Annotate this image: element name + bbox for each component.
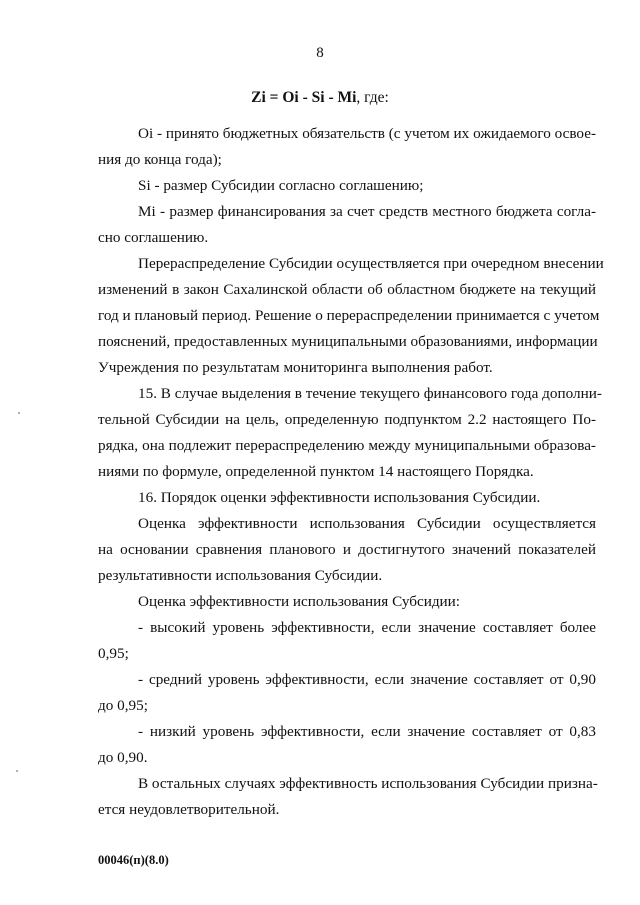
formula-suffix: , где: [356, 89, 389, 106]
text-line: сно соглашению. [98, 229, 209, 246]
text-line: пояснений, предоставленных муниципальными образованиями, информации [98, 333, 598, 350]
text-line: тельной Субсидии на цель, определенную подпунктом 2.2 настоящего По- [98, 411, 596, 428]
text-line: Oi - принято бюджетных обязательств (с учетом их ожидаемого освое- [138, 125, 596, 142]
scan-speck [16, 770, 18, 772]
text-line: ния до конца года); [98, 151, 222, 168]
text-line: рядка, она подлежит перераспределению между муниципальными образова- [98, 437, 596, 454]
text-line: ниями по формуле, определенной пунктом 14 настоящего Порядка. [98, 463, 534, 480]
text-line: до 0,95; [98, 697, 148, 714]
text-line: результативности использования Субсидии. [98, 567, 383, 584]
text-line: 0,95; [98, 645, 129, 662]
scan-speck [18, 412, 20, 414]
text-line: Перераспределение Субсидии осуществляется при очередном внесении [138, 255, 604, 272]
text-line: год и плановый период. Решение о перераспределении принимается с учетом [98, 307, 600, 324]
text-line: - высокий уровень эффективности, если значение составляет более [138, 619, 596, 636]
text-line: - средний уровень эффективности, если значение составляет от 0,90 [138, 671, 596, 688]
text-line: до 0,90. [98, 749, 148, 766]
text-line: изменений в закон Сахалинской области об областном бюджете на текущий [98, 281, 596, 298]
formula-expression: Zi = Oi - Si - Mi [251, 89, 357, 106]
text-line: ется неудовлетворительной. [98, 801, 280, 818]
text-line: Оценка эффективности использования Субсидии осуществляется [138, 515, 596, 532]
text-line: Mi - размер финансирования за счет средств местного бюджета согла- [138, 203, 596, 220]
text-line: Оценка эффективности использования Субсидии: [138, 593, 461, 610]
footer-code: 00046(п)(8.0) [98, 853, 169, 867]
text-line: Учреждения по результатам мониторинга выполнения работ. [98, 359, 493, 376]
text-line: Si - размер Субсидии согласно соглашению; [138, 177, 424, 194]
page-number: 8 [316, 45, 324, 61]
text-line: В остальных случаях эффективность использования Субсидии призна- [138, 775, 598, 792]
formula [0, 89, 640, 107]
text-line: 15. В случае выделения в течение текущего финансового года дополни- [138, 385, 602, 402]
text-line: на основании сравнения планового и достигнутого значений показателей [98, 541, 596, 558]
text-line: - низкий уровень эффективности, если значение составляет от 0,83 [138, 723, 596, 740]
text-line: 16. Порядок оценки эффективности использования Субсидии. [138, 489, 541, 506]
